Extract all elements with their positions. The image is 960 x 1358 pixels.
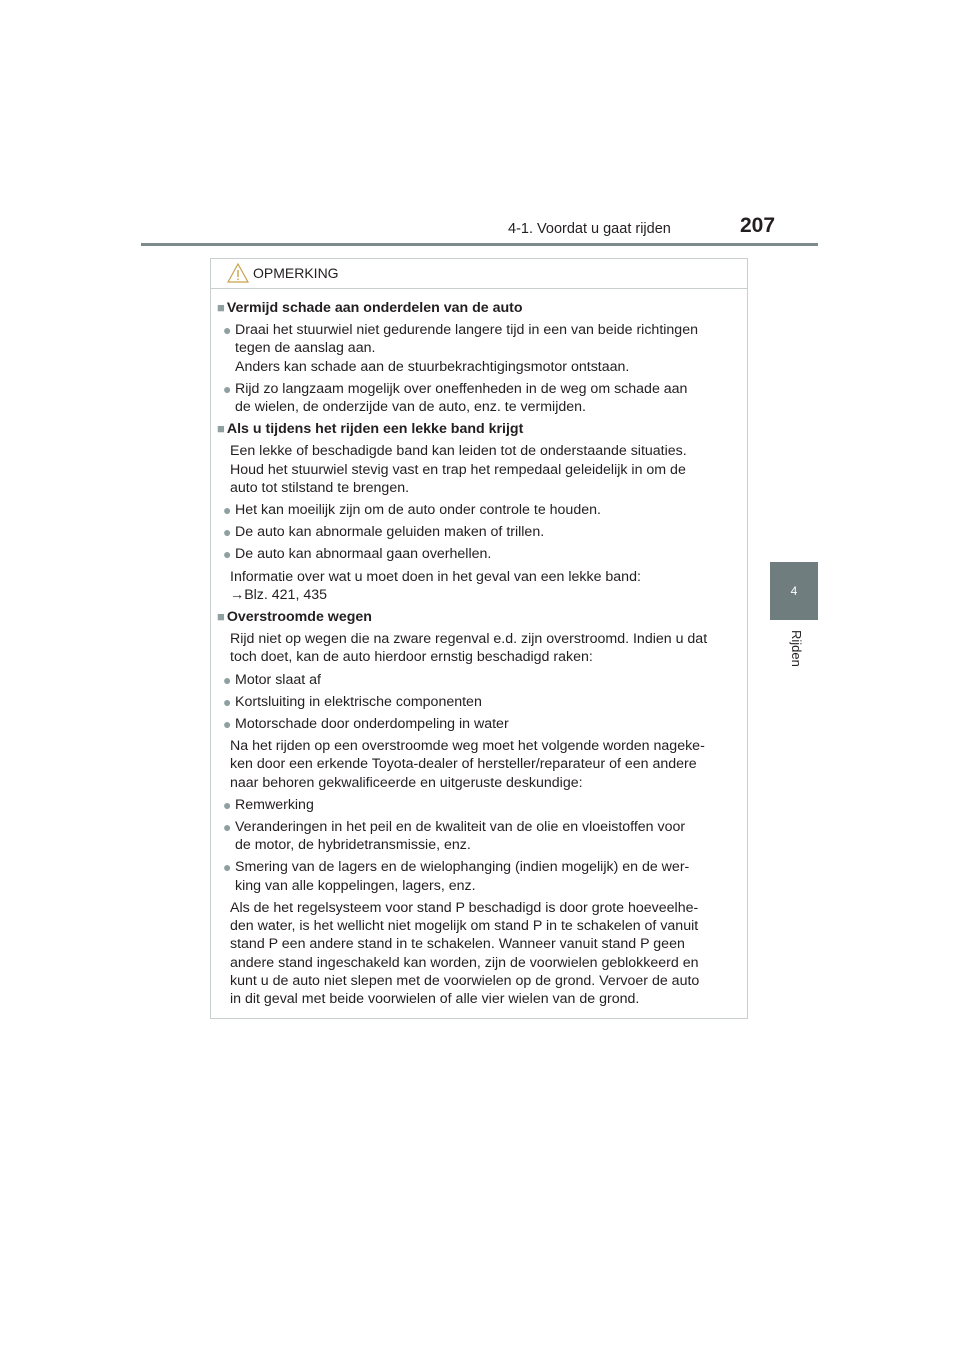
chapter-tab-label: Rijden: [789, 630, 804, 667]
notice-box: [210, 258, 748, 1019]
notice-content: [217, 299, 745, 1012]
list-item: ● Smering van de lagers en de wielophanging (indien mogelijk) en de wer- king van alle koppelingen, lagers, enz.: [223, 859, 690, 894]
round-bullet-icon: ●: [223, 819, 232, 836]
header-divider: [141, 243, 818, 246]
notice-header: [211, 259, 747, 289]
square-bullet-icon: ■: [217, 609, 225, 625]
paragraph: Na het rijden op een overstroomde weg moet het volgende worden nageke- ken door een erkende Toyota-dealer of hersteller/reparateur of een andere naar behoren gekwalificeerde en uitgeruste deskundige:: [230, 738, 705, 791]
list-item: ● Rijd zo langzaam mogelijk over oneffenheden in de weg om schade aan de wielen, de onderzijde van de auto, enz. te vermijden.: [223, 380, 688, 416]
notice-title: OPMERKING: [253, 265, 339, 281]
round-bullet-icon: ●: [223, 693, 232, 710]
round-bullet-icon: ●: [223, 380, 232, 397]
paragraph: Rijd niet op wegen die na zware regenval e.d. zijn overstroomd. Indien u dat toch doet, kan de auto hierdoor ernstig beschadigd raken:: [230, 631, 708, 666]
list-item: ● Draai het stuurwiel niet gedurende langere tijd in een van beide richtingen tegen de aanslag aan. Anders kan schade aan de stuurbekrachtigingsmotor ontstaan.: [223, 322, 698, 375]
paragraph: Informatie over wat u moet doen in het geval van een lekke band: →Blz. 421, 435: [217, 568, 745, 604]
list-item: ● De auto kan abnormale geluiden maken of trillen.: [223, 524, 545, 541]
paragraph: Als de het regelsysteem voor stand P beschadigd is door grote hoeveelhe- den water, is het wellicht niet mogelijk om stand P in te schakelen of vanuit stand P een andere stand in te schakelen. Wanneer vanuit stand P geen andere stand ingeschakeld kan worden, zijn de voorwielen geblokkeerd en kunt u de auto niet slepen met de voorwielen op de grond. Vervoer de auto in dit geval met beide voorwielen of alle vier wielen van de grond.: [230, 899, 700, 1007]
list-item: ● Veranderingen in het peil en de kwaliteit van de olie en vloeistoffen voor de motor, de hybridetransmissie, enz.: [223, 819, 686, 854]
running-section-title: 4-1. Voordat u gaat rijden: [508, 221, 671, 237]
list-item: ● Remwerking: [223, 796, 314, 813]
warning-triangle-icon: [227, 263, 249, 288]
page-reference-link[interactable]: →Blz. 421, 435: [230, 586, 328, 603]
round-bullet-icon: ●: [223, 322, 232, 339]
section-heading: ■ Overstroomde wegen: [217, 609, 372, 626]
square-bullet-icon: ■: [217, 300, 225, 315]
round-bullet-icon: ●: [223, 859, 232, 876]
list-item: ● De auto kan abnormaal gaan overhellen.: [223, 546, 492, 563]
paragraph: Een lekke of beschadigde band kan leiden tot de onderstaande situaties. Houd het stuurwiel stevig vast en trap het rempedaal geleidelijk in om de auto tot stilstand te brengen.: [230, 443, 687, 496]
section-heading: ■ Als u tijdens het rijden een lekke band krijgt: [217, 421, 524, 438]
list-item: ● Motorschade door onderdompeling in water: [223, 716, 509, 733]
list-item: ● Motor slaat af: [223, 671, 321, 688]
round-bullet-icon: ●: [223, 502, 232, 519]
round-bullet-icon: ●: [223, 524, 232, 541]
square-bullet-icon: ■: [217, 421, 225, 437]
round-bullet-icon: ●: [223, 671, 232, 688]
round-bullet-icon: ●: [223, 546, 232, 563]
round-bullet-icon: ●: [223, 716, 232, 733]
page-number: 207: [740, 214, 776, 237]
section-heading: ■ Vermijd schade aan onderdelen van de auto: [217, 300, 523, 316]
round-bullet-icon: ●: [223, 796, 232, 813]
list-item: ● Het kan moeilijk zijn om de auto onder controle te houden.: [223, 502, 601, 519]
chapter-tab[interactable]: 4: [770, 562, 818, 620]
list-item: ● Kortsluiting in elektrische componenten: [223, 693, 482, 710]
